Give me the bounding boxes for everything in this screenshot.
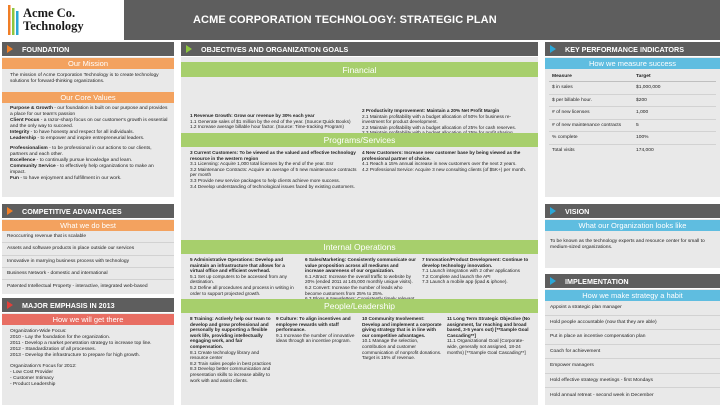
internal-goal-5: [190, 257, 300, 297]
emphasis-line: Organization's Focus for 2012:: [10, 364, 77, 370]
logo-mark-icon: [6, 5, 20, 35]
goal-item: 2.2 Maintain profitability with a budget allocation of 25% for cash reserves.: [362, 124, 516, 130]
objectives-header-label: OBJECTIVES AND ORGANIZATION GOALS: [201, 44, 349, 54]
kpi-col-target: Target: [636, 74, 651, 79]
goal-item: 2.1 Maintain profitability with a budget allocation of 50% for business re-investment for product development.: [362, 113, 512, 125]
goal-item: 4.1 Reach a 15% annual increase in new customers over the next 2 years.: [362, 161, 517, 167]
goal-item: 1.1 Generate sales of $1 million by the end of the year. (Source:Quick Books): [190, 118, 351, 124]
emphasis-line: - Product Leadership: [10, 382, 56, 388]
goal-title: 5 Administrative Operations: Develop and maintain an infrastructure that allows for a virtual office and efficient overhead.: [190, 257, 285, 274]
goal-item: 5.2 Define all procedures and process in writing in order to support projected growth.: [190, 284, 294, 296]
core-values-list: [2, 103, 174, 182]
kpi-header: [545, 42, 720, 56]
kpi-header-label: KEY PERFORMANCE INDICATORS: [565, 44, 685, 54]
implementation-band: How we make strategy a habit: [545, 290, 720, 301]
goal-title: 10 Community Involvement: Develop and implement a corporate giving strategy that is in line with our competitive advantages.: [362, 316, 442, 338]
implementation-header: [545, 274, 720, 288]
people-goal-11: [447, 316, 533, 376]
competitive-header: [2, 204, 174, 218]
list-item: Hold people accountable (now that they are able): [545, 316, 720, 331]
vision-header-label: VISION: [565, 206, 590, 216]
company-logo: [2, 2, 120, 38]
internal-goal-7: [422, 257, 532, 297]
programs-goal-4: [362, 150, 532, 190]
goal-item: 5.1 Set up computers to be accessed from any destination.: [190, 273, 287, 285]
competitive-panel: [2, 219, 174, 294]
vision-header: [545, 204, 720, 218]
emphasis-header-label: MAJOR EMPHASIS IN 2013: [22, 300, 115, 310]
kpi-table: [545, 69, 720, 156]
value-item: Excellence - to continually pursue knowledge and learn.: [10, 158, 133, 164]
vision-panel: [545, 219, 720, 268]
kpi-band: How we measure success: [545, 58, 720, 69]
list-item: Appoint a strategic plan manager: [545, 301, 720, 316]
emphasis-line: Organization-Wide Focus:: [10, 329, 67, 334]
orange-arrow-icon: [7, 45, 13, 53]
competitive-list: [2, 231, 174, 292]
people-goal-10: [362, 316, 442, 376]
blue-arrow-icon: [550, 45, 556, 53]
goal-item: 8.3 Develop better communication and presentation skills to increase ability to work with and assist clients.: [190, 366, 271, 383]
orange-arrow-icon: [7, 207, 13, 215]
implementation-header-label: IMPLEMENTATION: [565, 276, 629, 286]
emphasis-line: 2012 - Standardization of all processes.: [10, 346, 96, 352]
logo-line-2: Technology: [23, 19, 84, 33]
financial-band: Financial: [181, 62, 538, 77]
emphasis-line: 2010 - Lay the foundation for the organization.: [10, 334, 111, 340]
value-item: Fun - to have enjoyment and fulfillment in our work.: [10, 175, 122, 181]
goal-title: 4 New Customers: Increase new customer base by being viewed as the professional partner of choice.: [362, 150, 521, 161]
goal-item: 4.2 Professional Service: Acquire 3 new consulting clients (of $5K+) per month.: [362, 166, 527, 172]
table-row: % complete 100%: [549, 132, 716, 145]
goal-title: 3 Current Customers: To be viewed as the valued and effective technology resource in the western region: [190, 150, 356, 161]
goal-title: 9 Culture: To align incentives and employee rewards with staff performance.: [276, 316, 351, 333]
green-arrow-icon: [186, 45, 192, 53]
kpi-col-measure: Measure: [552, 74, 572, 79]
goal-title: 7 Innovation/Product Development: Continue to develop technology innovation.: [422, 257, 529, 268]
list-item: Coach for achievement: [545, 345, 720, 360]
table-row: Total visits 174,000: [552, 147, 654, 153]
kpi-table-header: [549, 72, 716, 82]
mission-band: Our Mission: [2, 58, 174, 69]
table-row: # of new licenses 1,000: [549, 107, 716, 120]
list-item: Innovative in marrying business process with technology: [2, 256, 174, 268]
emphasis-line: - Low Cost Provider: [10, 370, 53, 376]
list-item: Reoccurring revenue that is scalable: [2, 231, 174, 243]
list-item: Hold effective strategy meetings - first Mondays: [545, 374, 720, 389]
list-item: Empower managers: [545, 359, 720, 374]
goal-item: 7.2 Complete and launch the API: [422, 273, 491, 279]
competitive-header-label: COMPETITIVE ADVANTAGES: [22, 206, 122, 216]
implementation-list: [545, 301, 720, 403]
goal-item: 11.1 Organizational Goal (Corporate-wide, generally not assigned, 18-24 months) [**Sample Goal Cascading**]: [447, 338, 526, 355]
implementation-panel: [545, 289, 720, 405]
goal-title: 1 Revenue Growth: Grow our revenue by 30% each year: [190, 113, 315, 118]
emphasis-header: [2, 298, 174, 312]
foundation-header-label: FOUNDATION: [22, 44, 70, 54]
people-goal-9: [276, 316, 356, 376]
emphasis-line: - Customer Intimacy: [10, 376, 54, 382]
red-arrow-icon: [7, 301, 13, 309]
emphasis-line: 2013 - Develop the infrastructure to prepare for high growth.: [10, 352, 140, 358]
goal-title: 11 Long Term Strategic Objective (No assignment, far reaching and broad based, 3-5 years out) [**Sample Goal Cascading**]: [447, 316, 531, 338]
goal-item: 6.1 Attract: Increase the overall traffic to website by 20% (ended 2011 at 145,000 monthly unique visits).: [305, 273, 413, 285]
list-item: Patented Intellectual Property - interactive, integrated web-based: [7, 283, 148, 289]
list-item: Business Network - domestic and international: [2, 268, 174, 280]
goal-item: 8.2 Train sales people in best practices: [190, 360, 272, 366]
vision-text: To be known as the technology experts and resource center for small to medium-sized organizations.: [550, 239, 705, 250]
people-band: People/Leadership: [181, 299, 538, 313]
goal-item: 1.2 Increase average billable hour factor. (Source: Time-tracking Program): [190, 124, 344, 130]
table-row: $ per billable hour. $200: [549, 95, 716, 108]
kpi-panel: [545, 57, 720, 197]
logo-text: [23, 7, 84, 33]
goal-item: 7.1 Launch integration with 2 other applications: [422, 268, 520, 274]
emphasis-line: 2011 - Develop a market penetration strategy to increase top line.: [10, 340, 152, 346]
value-item: Leadership - to empower and inspire entrepreneurial leaders.: [10, 135, 145, 141]
goal-item: 3.2 Maintenance Contracts: Acquire an average of 5 new maintenance contracts per month: [190, 166, 357, 178]
page-title: ACME CORPORATION TECHNOLOGY: STRATEGIC PLAN: [193, 14, 497, 26]
goal-title: 8 Training: Actively help our team to develop and grow professional and personally by supporting a flexible work life, providing intellectually engaging work, and fair compensation.: [190, 316, 271, 349]
value-item: Community Service - to effectively help organizations to make an impact.: [10, 164, 154, 176]
goal-title: 6 Sales/Marketing: Consistently communicate our value proposition across all mediums and increase awareness of our organization.: [305, 257, 416, 274]
logo-line-1: Acme Co.: [23, 6, 76, 20]
programs-goal-3: [190, 150, 358, 190]
goal-item: 7.3 Launch a mobile app (ipad & iphone).: [422, 279, 508, 285]
blue-arrow-icon: [550, 207, 556, 215]
list-item: Put in place an incentive compensation plan: [545, 330, 720, 345]
goal-item: 3.1 Licensing: Acquire 1,000 total licenses by the end of the year. Esr: [190, 161, 334, 167]
table-row: # of new maintenance contracts 5: [549, 120, 716, 133]
goal-item: 6.2 Convert: Increase the number of leads who become customers from 25% to 25%.: [305, 284, 403, 296]
mission-text: The mission of Acme Corporation Technology is to create technology solutions for forward-thinking organizations.: [10, 73, 159, 84]
core-values-band: Our Core Values: [2, 92, 174, 103]
vision-band: What our Organization looks like: [545, 220, 720, 231]
emphasis-text: [2, 325, 174, 388]
value-item: Professionalism - to be professional in our actions to our clients, partners and each other.: [10, 146, 152, 158]
value-item: Integrity - to have honesty and respect for all individuals.: [10, 129, 134, 135]
goal-item: 3.4 Develop understanding of technological issues faced by existing customers.: [190, 183, 355, 189]
blue-arrow-icon: [550, 277, 556, 285]
list-item: Hold annual retreat - second week in December: [550, 392, 654, 398]
value-item: Purpose & Growth - our foundation is built on our purpose and provides a place for our team's passion: [10, 106, 168, 117]
table-row: $ in sales $1,000,000: [549, 82, 716, 95]
programs-band: Programs/Services: [181, 133, 538, 147]
people-goal-8: [190, 316, 272, 404]
goal-item: 8.1 Create technology library and resource center: [190, 349, 260, 361]
goal-item: 3.3 Provide new service packages to help clients achieve more success.: [190, 177, 341, 183]
goal-item: 10.1 Manage the selection, contribution and customer communication of nonprofit donations. Target is 15% of revenue.: [362, 338, 442, 361]
value-item: Client Focus - a razor-sharp focus on our customer's growth is essential and the only way to succeed.: [10, 117, 168, 129]
page-title-bar: [124, 0, 720, 40]
goal-title: 2 Productivity Improvement: Maintain a 20% Net Profit Margin: [362, 108, 500, 113]
internal-goal-6: [305, 257, 417, 301]
goal-item: 9.1 Increase the number of innovative ideas through an incentive program.: [276, 332, 355, 344]
objectives-header: [181, 42, 538, 56]
emphasis-panel: [2, 313, 174, 405]
internal-band: Internal Operations: [181, 240, 538, 254]
emphasis-band: How we will get there: [2, 314, 174, 325]
foundation-panel: [2, 57, 174, 197]
foundation-header: [2, 42, 174, 56]
competitive-band: What we do best: [2, 220, 174, 231]
list-item: Assets and software products in place outside our services: [2, 243, 174, 255]
